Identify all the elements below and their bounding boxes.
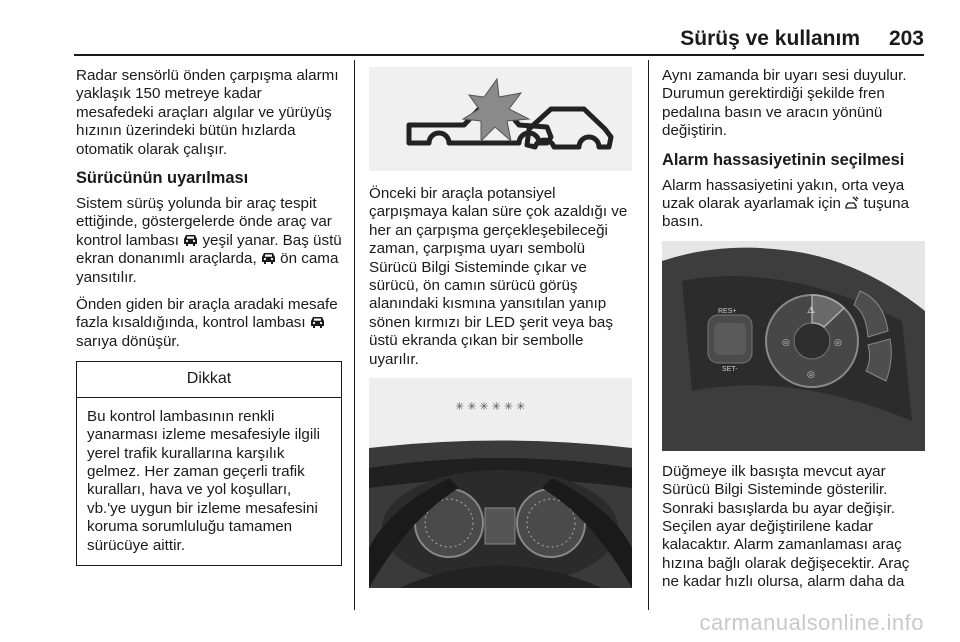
svg-text:◎: ◎ [782, 336, 790, 347]
paragraph-text: yeşil yanar. Baş üstü ekran donanımlı araçlarda, [76, 231, 342, 268]
paragraph-text: ön cama yansıtılır. [76, 250, 339, 286]
vehicle-ahead-icon [261, 252, 276, 264]
column-middle [369, 67, 634, 588]
paragraph-text: Önden giden bir araçla aradaki mesafe fazla kısaldığında, kontrol lambası [76, 296, 338, 332]
paragraph-distance-short [76, 296, 342, 351]
paragraph-vehicle-detected [76, 195, 342, 287]
sensitivity-button-icon [845, 196, 859, 209]
section-heading-driver-warning: Sürücünün uyarılması [76, 169, 249, 188]
page-number: 203 [888, 27, 924, 50]
watermark: carmanualsonline.info [699, 610, 924, 635]
steering-wheel-illustration [662, 241, 925, 451]
page-header-title: Sürüş ve kullanım [680, 27, 860, 50]
vehicle-ahead-icon [183, 234, 198, 246]
dashboard-led-strip-image [369, 378, 632, 588]
column-right [662, 67, 926, 601]
paragraph-text: Alarm hassasiyetini yakın, orta veya uzak olarak ayarlamak için [662, 176, 905, 213]
header-rule [74, 54, 924, 56]
column-divider-1 [354, 60, 355, 610]
paragraph-sensitivity [662, 177, 926, 232]
svg-text:◎: ◎ [834, 336, 842, 347]
column-left [76, 67, 342, 566]
svg-text:⚠: ⚠ [807, 304, 816, 315]
collision-warning-paragraph: Önceki bir araçla potansiyel çarpışmaya kalan süre çok azaldığı ve her an çarpışma gerçekleşebileceği zaman, çarpışma uyarı sembolü Sürücü Bilgi Sisteminde çıkar ve sürücü, ön camın sürücü görüş alanındaki kısmına yansıtılan yanıp sönen kırmızı bir LED şerit veya baş üstü ekranda çıkan bir sembolle uyarılır. [369, 185, 628, 368]
dashboard-illustration [369, 378, 632, 588]
paragraph-text: sarıya dönüşür. [76, 332, 180, 350]
svg-text:✳✳✳✳✳✳: ✳✳✳✳✳✳ [455, 401, 529, 414]
paragraph-text: tuşuna basın. [662, 195, 910, 231]
steering-wheel-controls-image [662, 241, 925, 451]
red-led-strip [455, 401, 528, 413]
res-label: RES+ [718, 307, 737, 315]
collision-warning-icon [369, 67, 632, 171]
paragraph-button-press: Düğmeye ilk basışta mevcut ayar Sürücü Bilgi Sisteminde gösterilir. Sonraki basışlarda bu ayar değişir. Seçilen ayar değiştirilene kadar kalacaktır. Alarm zamanlaması araç hızına bağlı olarak değişecektir. Araç ne kadar hızlı olursa, alarm daha da [662, 462, 910, 591]
set-label: SET- [722, 365, 738, 373]
section-heading-alarm-sensitivity: Alarm hassasiyetinin seçilmesi [662, 150, 905, 169]
caution-box [76, 361, 342, 566]
column-divider-2 [648, 60, 649, 610]
caution-body: Bu kontrol lambasının renkli yanarması izleme mesafesiyle ilgili yerel trafik kurallarına karşılık gelmez. Her zaman geçerli trafik kuralları, hava ve yol koşulları, vb.'ye uygun bir izleme mesafesini koruma sorumluluğu tamamen sürücüye aittir. [87, 407, 320, 554]
caution-title: Dikkat [77, 362, 341, 397]
svg-text:◎: ◎ [807, 368, 815, 379]
vehicle-ahead-icon [310, 316, 325, 328]
paragraph-warning-sound: Aynı zamanda bir uyarı sesi duyulur. Durumun gerektirdiği şekilde fren pedalına basın ve aracın yönünü değiştirin. [662, 67, 907, 140]
paragraph-text: Sistem sürüş yolunda bir araç tespit ettiğinde, göstergelerde önde araç var kontrol lambası [76, 195, 332, 249]
collision-warning-symbol-figure [369, 67, 632, 171]
intro-paragraph: Radar sensörlü önden çarpışma alarmı yaklaşık 150 metreye kadar mesafedeki araçları algılar ve yürüyüş hızının üzerindeki bütün hızlarda otomatik olarak çalışır. [76, 67, 339, 158]
